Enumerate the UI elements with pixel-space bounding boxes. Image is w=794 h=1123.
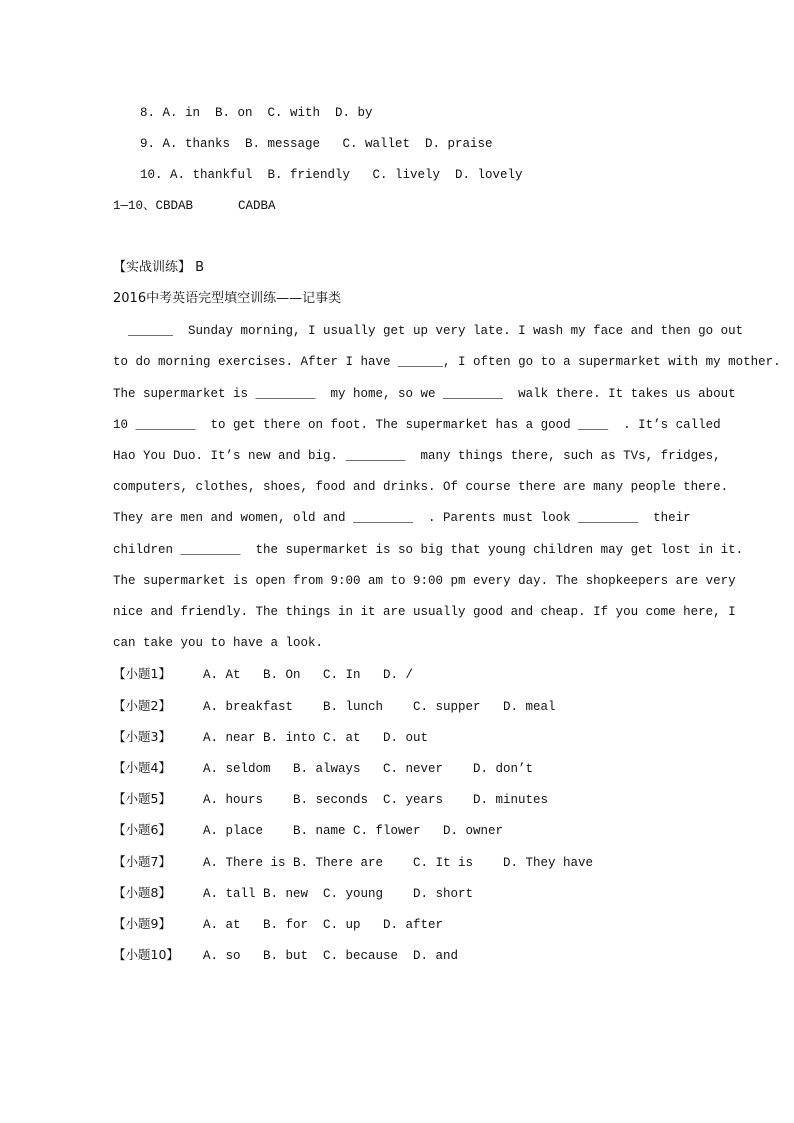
passage-line: They are men and women, old and ________ . Parents must look ________ their — [113, 511, 691, 525]
question-7 — [113, 854, 593, 871]
passage-line: to do morning exercises. After I have ______, I often go to a supermarket with my mother. — [113, 355, 781, 369]
question-label: 【小题4】 — [113, 760, 171, 775]
section-title: 2016中考英语完型填空训练——记事类 — [113, 291, 342, 306]
question-10 — [113, 947, 458, 964]
passage-line: The supermarket is open from 9:00 am to 9:00 pm every day. The shopkeepers are very — [113, 574, 736, 588]
prev-answer-key: 1—10、CBDAB CADBA — [113, 199, 276, 213]
question-8 — [113, 885, 473, 902]
question-options: A. There is B. There are C. It is D. They have — [203, 856, 594, 870]
passage-line: children ________ the supermarket is so big that young children may get lost in it. — [113, 543, 744, 557]
question-options: A. seldom B. always C. never D. don’t — [203, 762, 534, 776]
passage-line: nice and friendly. The things in it are usually good and cheap. If you come here, I — [113, 605, 736, 619]
question-label: 【小题8】 — [113, 885, 171, 900]
question-9 — [113, 916, 443, 933]
prev-option-line-9: 9. A. thanks B. message C. wallet D. praise — [140, 137, 493, 151]
question-options: A. so B. but C. because D. and — [203, 949, 459, 963]
question-options: A. near B. into C. at D. out — [203, 731, 429, 745]
question-options: A. place B. name C. flower D. owner — [203, 824, 504, 838]
question-4 — [113, 760, 533, 777]
question-options: A. hours B. seconds C. years D. minutes — [203, 793, 549, 807]
passage-line: Hao You Duo. It’s new and big. ________ many things there, such as TVs, fridges, — [113, 449, 721, 463]
question-5 — [113, 791, 548, 808]
question-2 — [113, 698, 556, 715]
question-options: A. tall B. new C. young D. short — [203, 887, 474, 901]
practice-heading: 【实战训练】 B — [113, 260, 205, 275]
question-options: A. breakfast B. lunch C. supper D. meal — [203, 700, 556, 714]
question-label: 【小题2】 — [113, 698, 171, 713]
passage-line: ______ Sunday morning, I usually get up very late. I wash my face and then go out — [113, 324, 744, 338]
question-label: 【小题5】 — [113, 791, 171, 806]
question-label: 【小题3】 — [113, 729, 171, 744]
question-3 — [113, 729, 428, 746]
question-label: 【小题6】 — [113, 822, 171, 837]
question-label: 【小题7】 — [113, 854, 171, 869]
question-1 — [113, 666, 413, 683]
passage-line: can take you to have a look. — [113, 636, 324, 650]
question-6 — [113, 822, 503, 839]
passage-line: The supermarket is ________ my home, so we ________ walk there. It takes us about — [113, 387, 736, 401]
question-label: 【小题9】 — [113, 916, 171, 931]
prev-option-line-8: 8. A. in B. on C. with D. by — [140, 106, 373, 120]
passage-line: computers, clothes, shoes, food and drinks. Of course there are many people there. — [113, 480, 729, 494]
question-options: A. At B. On C. In D. / — [203, 668, 414, 682]
passage-line: 10 ________ to get there on foot. The supermarket has a good ____ . It’s called — [113, 418, 721, 432]
question-options: A. at B. for C. up D. after — [203, 918, 444, 932]
question-label: 【小题1】 — [113, 666, 171, 681]
prev-option-line-10: 10. A. thankful B. friendly C. lively D. lovely — [140, 168, 523, 182]
question-label: 【小题10】 — [113, 947, 179, 962]
